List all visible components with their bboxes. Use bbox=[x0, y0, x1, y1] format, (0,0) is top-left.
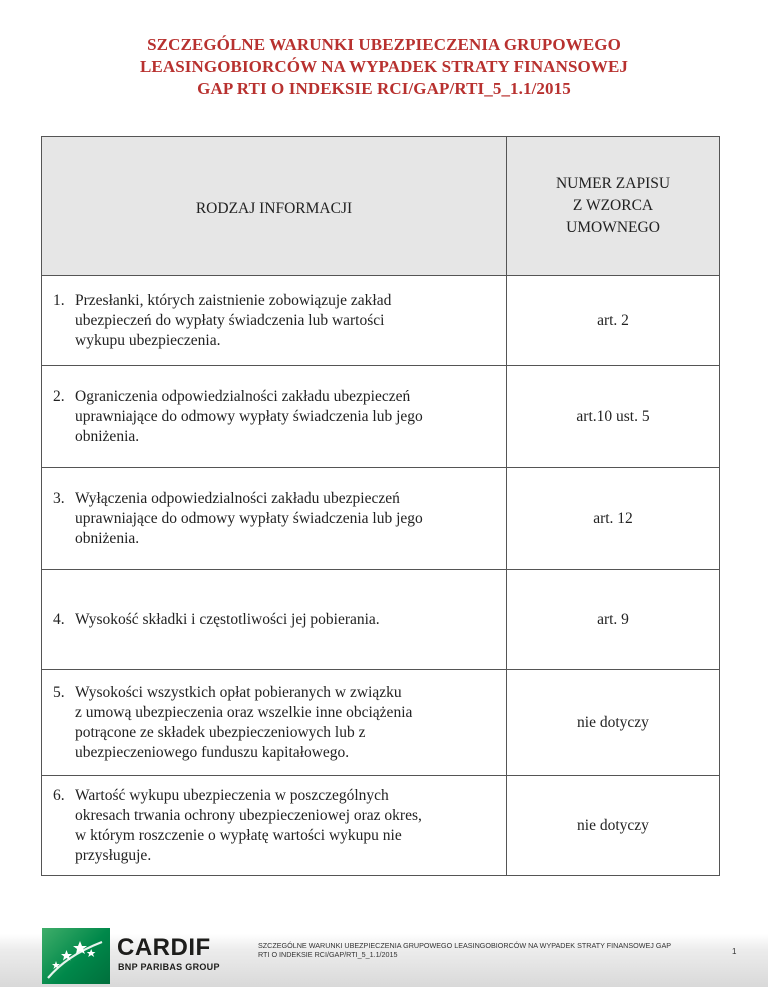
row-line: ubezpieczeń do wypłaty świadczenia lub wartości bbox=[75, 311, 385, 329]
header-line: Z WZORCA bbox=[572, 197, 654, 214]
row-number: 5. bbox=[53, 683, 65, 701]
header-numer-zapisu bbox=[507, 137, 720, 276]
title-line-1: SZCZEGÓLNE WARUNKI UBEZPIECZENIA GRUPOWEGO bbox=[147, 35, 621, 54]
row-reference: nie dotyczy bbox=[507, 670, 720, 776]
table-row bbox=[42, 670, 720, 776]
row-description bbox=[42, 570, 507, 670]
row-line: uprawniające do odmowy wypłaty świadczenia lub jego bbox=[75, 509, 423, 527]
row-number: 3. bbox=[53, 489, 65, 507]
table-row bbox=[42, 366, 720, 468]
header-rodzaj-informacji: RODZAJ INFORMACJI bbox=[42, 137, 507, 276]
table-row bbox=[42, 570, 720, 670]
row-line: z umową ubezpieczenia oraz wszelkie inne obciążenia bbox=[75, 703, 413, 721]
row-line: wykupu ubezpieczenia. bbox=[75, 331, 221, 349]
row-description bbox=[42, 366, 507, 468]
row-description bbox=[42, 276, 507, 366]
row-number: 2. bbox=[53, 387, 65, 405]
row-number: 6. bbox=[53, 786, 65, 804]
page-number: 1 bbox=[732, 947, 737, 956]
row-line: Wysokości wszystkich opłat pobieranych w związku bbox=[75, 683, 402, 701]
footer-document-name bbox=[258, 941, 720, 959]
header-line: NUMER ZAPISU bbox=[555, 175, 671, 192]
document-title bbox=[0, 34, 768, 100]
table-row bbox=[42, 276, 720, 366]
row-reference: nie dotyczy bbox=[507, 776, 720, 876]
row-line: Wartość wykupu ubezpieczenia w poszczególnych bbox=[75, 786, 389, 804]
row-line: obniżenia. bbox=[75, 427, 140, 445]
page-footer bbox=[0, 920, 768, 994]
header-line: UMOWNEGO bbox=[566, 219, 660, 236]
row-reference: art. 12 bbox=[507, 468, 720, 570]
bnp-stars-logo-icon bbox=[42, 928, 110, 984]
row-line: Wysokość składki i częstotliwości jej pobierania. bbox=[75, 610, 380, 628]
title-line-3: GAP RTI O INDEKSIE RCI/GAP/RTI_5_1.1/2015 bbox=[197, 79, 571, 98]
row-reference: art. 2 bbox=[507, 276, 720, 366]
table-header-row bbox=[42, 137, 720, 276]
brand-group: BNP PARIBAS GROUP bbox=[118, 962, 220, 972]
row-line: okresach trwania ochrony ubezpieczeniowej oraz okres, bbox=[75, 806, 422, 824]
row-line: uprawniające do odmowy wypłaty świadczenia lub jego bbox=[75, 407, 423, 425]
footer-text-line: RTI O INDEKSIE RCI/GAP/RTI_5_1.1/2015 bbox=[258, 950, 398, 959]
footer-text-line: SZCZEGÓLNE WARUNKI UBEZPIECZENIA GRUPOWEGO LEASINGOBIORCÓW NA WYPADEK STRATY FINANSOWEJ GAP bbox=[258, 941, 672, 950]
table-row bbox=[42, 468, 720, 570]
row-description bbox=[42, 776, 507, 876]
row-description bbox=[42, 670, 507, 776]
row-reference: art. 9 bbox=[507, 570, 720, 670]
row-line: Ograniczenia odpowiedzialności zakładu ubezpieczeń bbox=[75, 387, 411, 405]
row-reference: art.10 ust. 5 bbox=[507, 366, 720, 468]
brand-name: CARDIF bbox=[117, 934, 211, 961]
row-number: 1. bbox=[53, 291, 65, 309]
row-number: 4. bbox=[53, 610, 65, 628]
table-row bbox=[42, 776, 720, 876]
row-line: obniżenia. bbox=[75, 529, 140, 547]
row-line: Wyłączenia odpowiedzialności zakładu ubezpieczeń bbox=[75, 489, 400, 507]
row-line: ubezpieczeniowego funduszu kapitałowego. bbox=[75, 743, 350, 761]
title-line-2: LEASINGOBIORCÓW NA WYPADEK STRATY FINANSOWEJ bbox=[139, 57, 629, 76]
row-description bbox=[42, 468, 507, 570]
information-table bbox=[41, 136, 720, 876]
row-line: przysługuje. bbox=[75, 846, 152, 864]
row-line: potrącone ze składek ubezpieczeniowych lub z bbox=[75, 723, 366, 741]
row-line: w którym roszczenie o wypłatę wartości wykupu nie bbox=[75, 826, 402, 844]
row-line: Przesłanki, których zaistnienie zobowiązuje zakład bbox=[75, 291, 392, 309]
